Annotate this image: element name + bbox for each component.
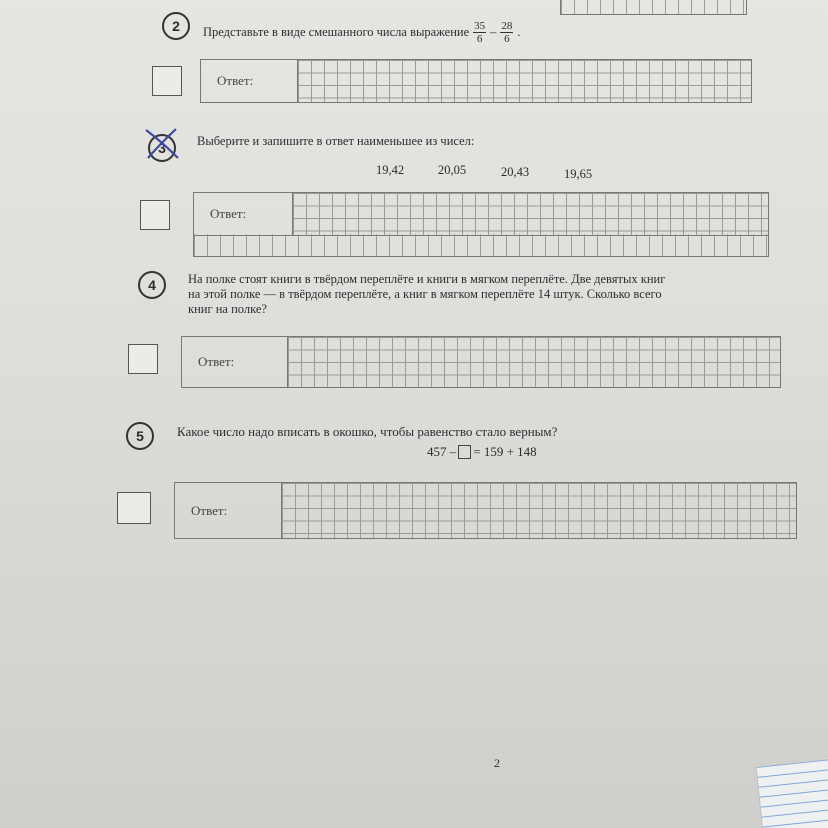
question-3-grid-extension <box>193 234 769 257</box>
question-5-checkbox[interactable] <box>117 492 151 524</box>
cross-out-mark-icon <box>140 124 184 164</box>
question-3-number: 3 <box>148 134 176 162</box>
question-2-answer-box <box>200 59 752 103</box>
question-4-line-3: книг на полке? <box>188 302 267 316</box>
question-4-line-2: на этой полке — в твёрдом переплёте, а книг в мягком переплёте 14 штук. Сколько всего <box>188 287 662 301</box>
question-4-checkbox[interactable] <box>128 344 158 374</box>
page-number: 2 <box>494 756 500 770</box>
question-3-answer-box <box>193 192 769 236</box>
number-choice-4: 19,65 <box>564 167 593 181</box>
fraction-28-6: $\frac{28}{6}$ <box>501 20 513 45</box>
question-4-answer-grid[interactable] <box>287 337 780 387</box>
question-2-text: Представьте в виде смешанного числа выражение $\frac{35}{6}$ – $\frac{28}{6}$ . <box>203 20 521 45</box>
question-2-number: 2 <box>162 12 190 40</box>
equation-blank-box <box>458 445 471 459</box>
number-choice-1: 19,42 <box>376 163 405 177</box>
question-5-text: Какое число надо вписать в окошко, чтобы равенство стало верным? <box>177 424 558 439</box>
question-4-line-1: На полке стоят книги в твёрдом переплёте и книги в мягком переплёте. Две девятых книг <box>188 272 666 286</box>
fraction-35-6: $\frac{35}{6}$ <box>474 20 486 45</box>
answer-label: Ответ: <box>217 73 254 88</box>
top-grid-remnant <box>560 0 747 15</box>
question-4-number: 4 <box>138 271 166 299</box>
answer-label: Ответ: <box>191 502 228 518</box>
question-5-answer-box <box>174 482 797 539</box>
answer-label: Ответ: <box>198 354 235 369</box>
question-5-equation: 457 – = 159 + 148 <box>427 444 537 459</box>
question-3-checkbox[interactable] <box>140 200 170 230</box>
question-3-answer-grid[interactable] <box>292 193 768 235</box>
question-2-checkbox[interactable] <box>152 66 182 96</box>
question-4-answer-box <box>181 336 781 388</box>
question-5-answer-grid[interactable] <box>281 483 796 538</box>
number-choice-2: 20,05 <box>438 163 467 177</box>
notebook-corner <box>756 757 828 828</box>
question-4-text <box>188 272 778 317</box>
number-choice-3: 20,43 <box>501 165 530 179</box>
question-3-text: Выберите и запишите в ответ наименьшее из чисел: <box>197 134 475 148</box>
question-2-answer-grid[interactable] <box>297 60 751 102</box>
question-5-number: 5 <box>126 422 154 450</box>
answer-label: Ответ: <box>210 206 247 221</box>
